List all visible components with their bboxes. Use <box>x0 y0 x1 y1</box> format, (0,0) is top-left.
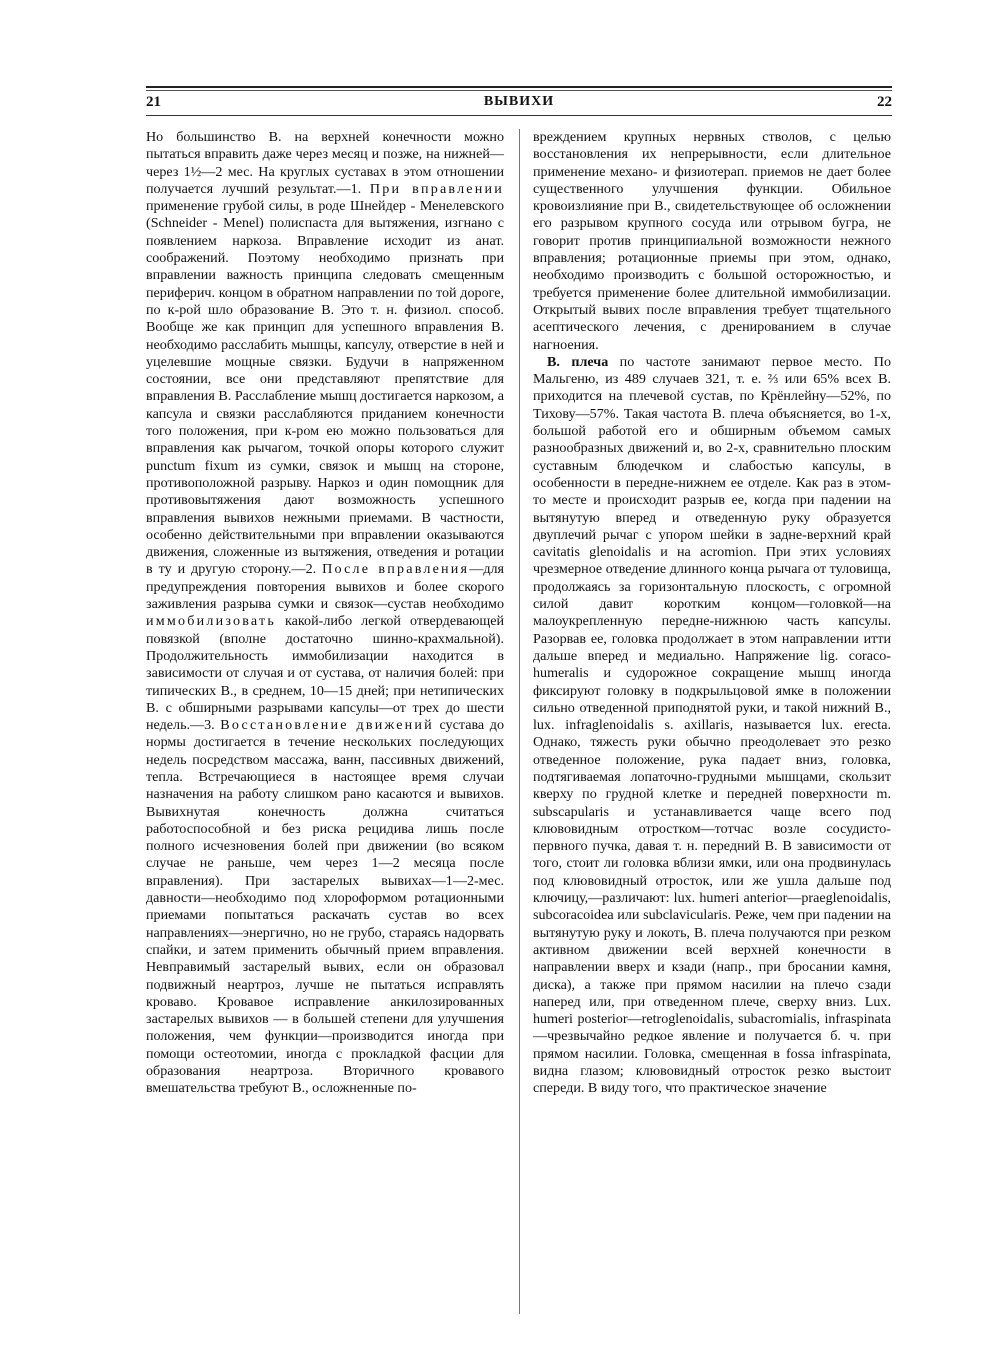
left-column <box>146 129 504 1098</box>
left-paragraph <box>146 129 504 1098</box>
column-divider <box>519 129 520 1314</box>
text-run: какой-либо легкой отвердевающей повязкой (вполне достаточно шинно-крахмальной). Продолжительность иммобилизации находится в зависимости от случая и от сустава, от наличия болей: при типических В., в среднем, 10—15 дней; при нетипических В. с обширными разрывами капсулы—от трех до шести недель.—3. <box>146 613 504 734</box>
header-rule-thin <box>146 90 892 91</box>
text-run: применение грубой силы, в роде Шнейдер - Менелевского (Schneider - Menel) полиспаста для вытяжения, изгнано с появлением наркоза. Вправление исходит из анат. соображений. Поэтому необходимо признать при вправлении важность принципа следовать смещенным периферич. концом в обратном направлении по той дороге, по к-рой шло образование В. Это т. н. физиол. способ. Вообще же как принцип для успешного вправления В. необходимо расслабить мышцы, капсулу, отверстие в ней и уцелевшие мощные связки. Будучи в напряженном состоянии, все они представляют препятствие для вправления В. Расслабление мышц достигается наркозом, а капсула и связки расслабляются приданием конечности того положения, при к-ром ею можно пользоваться для вправления как рычагом, точкой опоры которого служит punctum fixum из сумки, связок и мышц на стороне, противоположной разрыву. Наркоз и один помощник для противовытяжения дают возможность успешного вправления вывихов нежными приемами. В частности, особенно действительными при вправлении оказываются движения, сложенные из вытяжения, отведения и ротации в ту и другую сторону.—2. <box>146 198 504 578</box>
header-rule <box>146 86 892 88</box>
spaced-heading: иммобилизовать <box>146 613 276 630</box>
right-paragraph-2 <box>533 354 891 1098</box>
page-number-left: 21 <box>146 94 161 110</box>
text-run: сустава до нормы достигается в течение нескольких последующих недель посредством массажа, ванн, пассивных движений, тепла. Встречающиеся в настоящее время случаи назначения на работу слишком рано касаются и вывихов. Вывихнутая конечность должна считаться работоспособной и без риска рецидива лишь после полного исчезновения болей при движении (во всяком случае не раньше, чем через 1—2 месяца после вправления). При застарелых вывихах—1—2-мес. давности—необходимо под хлороформом ротационными приемами попытаться раскачать сустав во всех направлениях—энергично, но не грубо, стараясь надорвать спайки, и затем применить обычный прием вправления. Невправимый застарелый вывих, если он образовал подвижный неартроз, лучше не пытаться исправлять кроваво. Кровавое исправление анкилозированных застарелых вывихов — в большей степени для улучшения положения, чем функции—производится иногда при помощи остеотомии, иногда с прокладкой фасции для образования неартроза. Вторичного кровавого вмешательства требуют В., осложненные по- <box>146 717 504 1097</box>
running-header <box>146 92 892 114</box>
text-run: Но большинство В. на верхней конечности можно пытаться вправить даже через месяц и позже, на нижней—через 1½—2 мес. На круглых суставах в этом отношении получается лучший результат.—1. <box>146 129 504 197</box>
spaced-heading: После вправления <box>322 561 470 578</box>
section-lead: В. плеча <box>547 353 609 370</box>
header-underline <box>146 115 892 116</box>
right-paragraph-1: вреждением крупных нервных стволов, с целью восстановления их непрерывности, если длительное применение механо- и физиотерап. приемов не дает более существенного улучшения функции. Обильное кровоизлияние при В., свидетельствующее об осложнении его разрывом крупного сосуда или отрывом бугра, не говорит против принципиальной возможности нежного вправления; ротационные приемы при этом, однако, необходимо производить с большой осторожностью, и требуется применение более длительной иммобилизации. Открытый вывих после вправления требует тщательного асептического лечения, с дренированием в случае нагноения. <box>533 129 891 353</box>
spaced-heading: При вправлении <box>369 180 504 197</box>
text-run: по частоте занимают первое место. По Мальгеню, из 489 случаев 321, т. е. ⅔ или 65% всех В. приходится на плечевой сустав, по Крёнлейну—52%, по Тихову—57%. Такая частота В. плеча объясняется, во 1-х, большой работой его и обширным объемом самых разнообразных движений и, во 2-х, сравнительно плоским суставным блюдечком и слабостью капсулы, в особенности в передне-нижнем ее отделе. Как раз в этом-то месте и происходит разрыв ее, когда при падении на вытянутую вперед и отведенную руку образуется двуплечий рычаг с упором шейки в задне-верхний край cavitatis glenoidalis и на acromion. При этих условиях чрезмерное отведение длинного конца рычага от туловища, продолжаясь за горизонтальную плоскость, с огромной силой давит коротким концом—головкой—на малоукрепленную передне-нижнюю часть капсулы. Разорвав ее, головка продолжает в этом направлении итти дальше вперед и медиально. Напряжение lig. coraco-humeralis и судорожное сокращение мышц иногда фиксируют головку в подкрыльцовой ямке в положении сильно отведенной приподнятой руки, и такой нижний В., lux. infraglenoidalis s. axillaris, называется lux. erecta. Однако, тяжесть руки обычно преодолевает это резко отведенное положение, рука падает вниз, головка, подтягиваемая лопаточно-грудными мышцами, скользит кверху по грудной клетке и передней поверхности m. subscapularis и устанавливается чаще всего под клювовидным отростком—тотчас возле сосудисто-первного пучка, давая т. н. передний В. В зависимости от того, стоит ли головка вблизи ямки, или она продвинулась под клювовидный отросток, или же ушла дальше под ключицу,—различают: lux. humeri anterior—praeglenoidalis, subcoracoidea или subclavicularis. Реже, чем при падении на вытянутую руку и локоть, В. плеча получаются при резком активном движении всей верхней конечности в направлении вверх и кзади (напр., при бросании камня, диска), а также при прямом насилии на плечо сзади наперед или, при отведенном плече, сверху вниз. Lux. humeri posterior—retroglenoidalis, subacromialis, infraspinata—чрезвычайно редкое явление и получается б. ч. при прямом насилии. Головка, смещенная в fossa infraspinata, видна глазом; клювовидный отросток резко выстоит спереди. В виду того, что практическое значение <box>533 353 891 1097</box>
spaced-heading: Восстановление движений <box>220 717 434 734</box>
page-number-right: 22 <box>877 94 892 110</box>
right-column <box>533 129 891 1098</box>
text-run: —для предупреждения повторения вывихов и более скорого заживления разрыва сумки и связок—сустав необходимо <box>146 561 504 613</box>
running-title: ВЫВИХИ <box>483 94 555 109</box>
